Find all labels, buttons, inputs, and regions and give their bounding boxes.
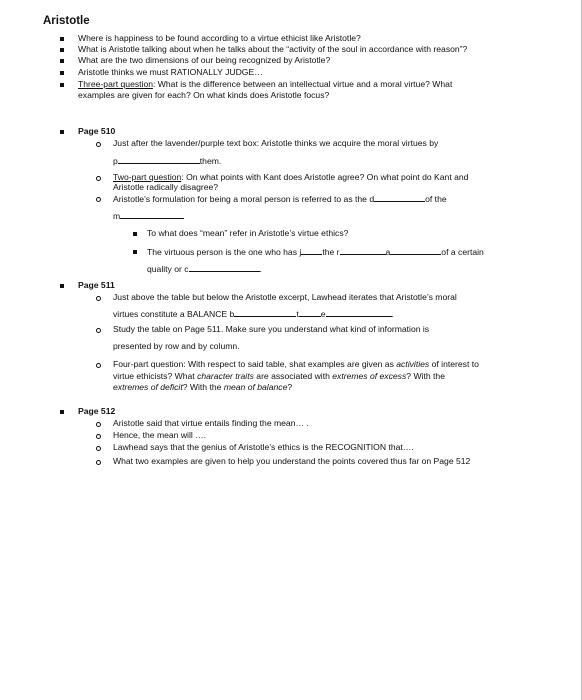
three-part-question-line-1: [78, 79, 452, 90]
text-segment: mean of balance: [223, 382, 288, 392]
text-segment: .: [259, 264, 262, 274]
page-512-item-2: Hence, the mean will ….: [113, 430, 207, 440]
text-segment: of interest to: [429, 359, 479, 369]
blank-prefix-m: m: [113, 211, 121, 221]
circle-bullet: [96, 446, 101, 451]
blank-prefix-p: p: [113, 156, 118, 166]
answer-blank[interactable]: [374, 193, 425, 202]
virtuous-person-line-2: [147, 263, 262, 275]
circle-bullet: [96, 434, 101, 439]
four-part-question-line-3: [113, 382, 292, 393]
page-511-item-2-line-2: presented by row and by column.: [113, 341, 240, 351]
page-512-item-1: Aristotle said that virtue entails finding the mean… .: [113, 418, 309, 428]
page-510-item-1-line-1: Just after the lavender/purple text box: Aristotle thinks we acquire the moral virtues by: [113, 138, 439, 148]
circle-bullet: [96, 176, 101, 181]
circle-bullet: [96, 296, 101, 301]
bullet-marker: [60, 130, 64, 134]
answer-blank[interactable]: [390, 246, 441, 255]
intro-bullet-3: What are the two dimensions of our being recognized by Aristotle?: [78, 55, 331, 65]
formulation-m-line: [113, 210, 184, 222]
circle-bullet: [96, 142, 101, 147]
circle-bullet: [96, 460, 101, 465]
page-511-item-1-line-1: Just above the table but below the Aristotle excerpt, Lawhead iterates that Aristotle’s moral: [113, 292, 457, 302]
answer-blank[interactable]: [301, 246, 322, 255]
bullet-marker: [60, 59, 64, 63]
answer-blank[interactable]: [118, 155, 200, 164]
answer-blank[interactable]: [189, 263, 260, 272]
text-segment: .: [391, 309, 394, 319]
circle-bullet: [96, 363, 101, 368]
sub-bullet-marker: [133, 250, 137, 254]
text-segment: ?: [287, 382, 293, 392]
text-segment: character traits: [197, 371, 254, 381]
text-segment: a: [385, 247, 391, 257]
two-part-question-line-2: Aristotle radically disagree?: [113, 182, 219, 192]
text-segment: extremes of excess: [332, 371, 407, 381]
answer-blank[interactable]: [299, 308, 321, 317]
answer-blank[interactable]: [120, 210, 184, 219]
page-510-heading: Page 510: [78, 126, 116, 136]
page-511-heading: Page 511: [78, 280, 115, 290]
four-part-question-line-1: [113, 359, 479, 370]
four-part-question-line-2: [113, 371, 445, 382]
circle-bullet: [96, 422, 101, 427]
answer-blank[interactable]: [234, 308, 299, 319]
bullet-marker: [60, 410, 64, 414]
bullet-marker: [60, 83, 64, 87]
two-part-label: Two-part question: [113, 172, 182, 182]
three-part-label: Three-part question: [78, 79, 153, 89]
text-segment: The virtuous person is the one who has j: [147, 247, 302, 257]
bullet-marker: [60, 48, 64, 52]
formulation-line: [113, 193, 447, 205]
intro-bullet-4: Aristotle thinks we must RATIONALLY JUDGE…: [78, 67, 263, 77]
text-segment: t: [296, 309, 299, 319]
text-segment: are associated with: [253, 371, 333, 381]
answer-blank[interactable]: [326, 308, 392, 317]
text-segment: virtues constitute a BALANCE b: [113, 309, 235, 319]
text-segment: ? With the: [406, 371, 445, 381]
answer-blank[interactable]: [340, 246, 386, 255]
bullet-marker: [60, 71, 64, 75]
three-part-text: : What is the difference between an intellectual virtue and a moral virtue? What: [153, 79, 453, 89]
intro-bullet-1: Where is happiness to be found according to a virtue ethicist like Aristotle?: [78, 33, 361, 43]
bullet-marker: [60, 37, 64, 41]
circle-bullet: [96, 197, 101, 202]
page-512-heading: Page 512: [78, 406, 116, 416]
page-title: Aristotle: [43, 15, 90, 27]
text-them: them.: [199, 156, 222, 166]
two-part-text: : On what points with Kant does Aristotle agree? On what point do Kant and: [181, 172, 469, 182]
virtuous-person-line-1: [147, 246, 484, 258]
text-segment: of a certain: [441, 247, 484, 257]
intro-bullet-2: What is Aristotle talking about when he talks about the “activity of the soul in accordance with reason”?: [78, 44, 468, 54]
page-511-item-2-line-1: Study the table on Page 511. Make sure you understand what kind of information is: [113, 324, 430, 334]
text-segment: the r: [322, 247, 340, 257]
text-segment: e: [320, 309, 326, 319]
page-511-item-1-line-2: [113, 308, 394, 320]
page-512-item-3: Lawhead says that the genius of Aristotle’s ethics is the RECOGNITION that….: [113, 442, 414, 452]
formulation-end: of the: [425, 194, 447, 204]
bullet-marker: [60, 284, 64, 288]
text-segment: ? With the: [182, 382, 224, 392]
page-512-item-4: What two examples are given to help you understand the points covered thus far on Page 512: [113, 456, 471, 466]
formulation-text: Aristotle’s formulation for being a moral person is referred to as the d: [113, 194, 375, 204]
mean-question: To what does “mean” refer in Aristotle’s virtue ethics?: [147, 228, 349, 238]
circle-bullet: [96, 328, 101, 333]
sub-bullet-marker: [133, 232, 137, 236]
text-segment: extremes of deficit: [113, 382, 183, 392]
text-segment: virtue ethicists? What: [113, 371, 198, 381]
text-segment: activities: [396, 359, 430, 369]
text-segment: quality or c: [147, 264, 189, 274]
text-segment: Four-part question: With respect to said table, shat examples are given as: [113, 359, 397, 369]
three-part-question-line-2: examples are given for each? On what kinds does Aristotle focus?: [78, 90, 330, 100]
page-510-item-1-line-2: [113, 155, 221, 167]
